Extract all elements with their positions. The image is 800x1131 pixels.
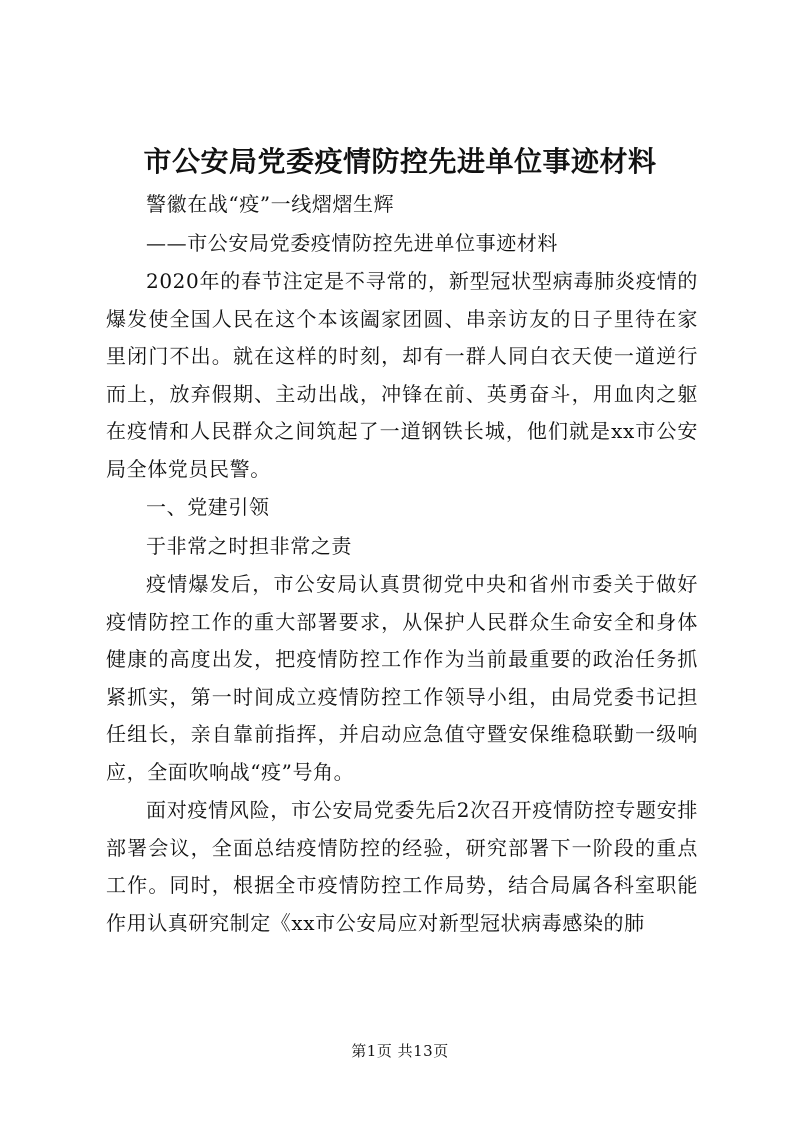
section-heading: 一、党建引领 [146,495,270,519]
section-subheading: 于非常之时担非常之责 [146,533,352,558]
paragraph-meetings: 面对疫情风险，市公安局党委先后2次召开疫情防控专题安排部署会议，全面总结疫情防控的经验，研究部署下一阶段的重点工作。同时，根据全市疫情防控工作局势，结合局属各科室职能作用认真研究制定《xx市公安局应对新型冠状病毒感染的肺 [106,798,698,935]
document-title: 市公安局党委疫情防控先进单位事迹材料 [143,145,657,178]
paragraph-intro: 2020年的春节注定是不寻常的，新型冠状型病毒肺炎疫情的爆发使全国人民在这个本该阖家团圆、串亲访友的日子里待在家里闭门不出。就在这样的时刻，却有一群人同白衣天使一道逆行而上，放弃假期、主动出战，冲锋在前、英勇奋斗，用血肉之躯在疫情和人民群众之间筑起了一道钢铁长城，他们就是xx市公安局全体党员民警。 [106,269,698,481]
page-number-footer: 第1页 共13页 [351,1042,449,1060]
document-body [106,186,698,942]
subtitle-source: ——市公安局党委疫情防控先进单位事迹材料 [146,230,558,255]
paragraph-outbreak: 疫情爆发后，市公安局认真贯彻党中央和省州市委关于做好疫情防控工作的重大部署要求，从保护人民群众生命安全和身体健康的高度出发，把疫情防控工作作为当前最重要的政治任务抓紧抓实，第一时间成立疫情防控工作领导小组，由局党委书记担任组长，亲自靠前指挥，并启动应急值守暨安保维稳联勤一级响应，全面吹响战“疫”号角。 [106,572,698,784]
subtitle-slogan: 警徽在战“疫”一线熠熠生辉 [146,192,395,216]
